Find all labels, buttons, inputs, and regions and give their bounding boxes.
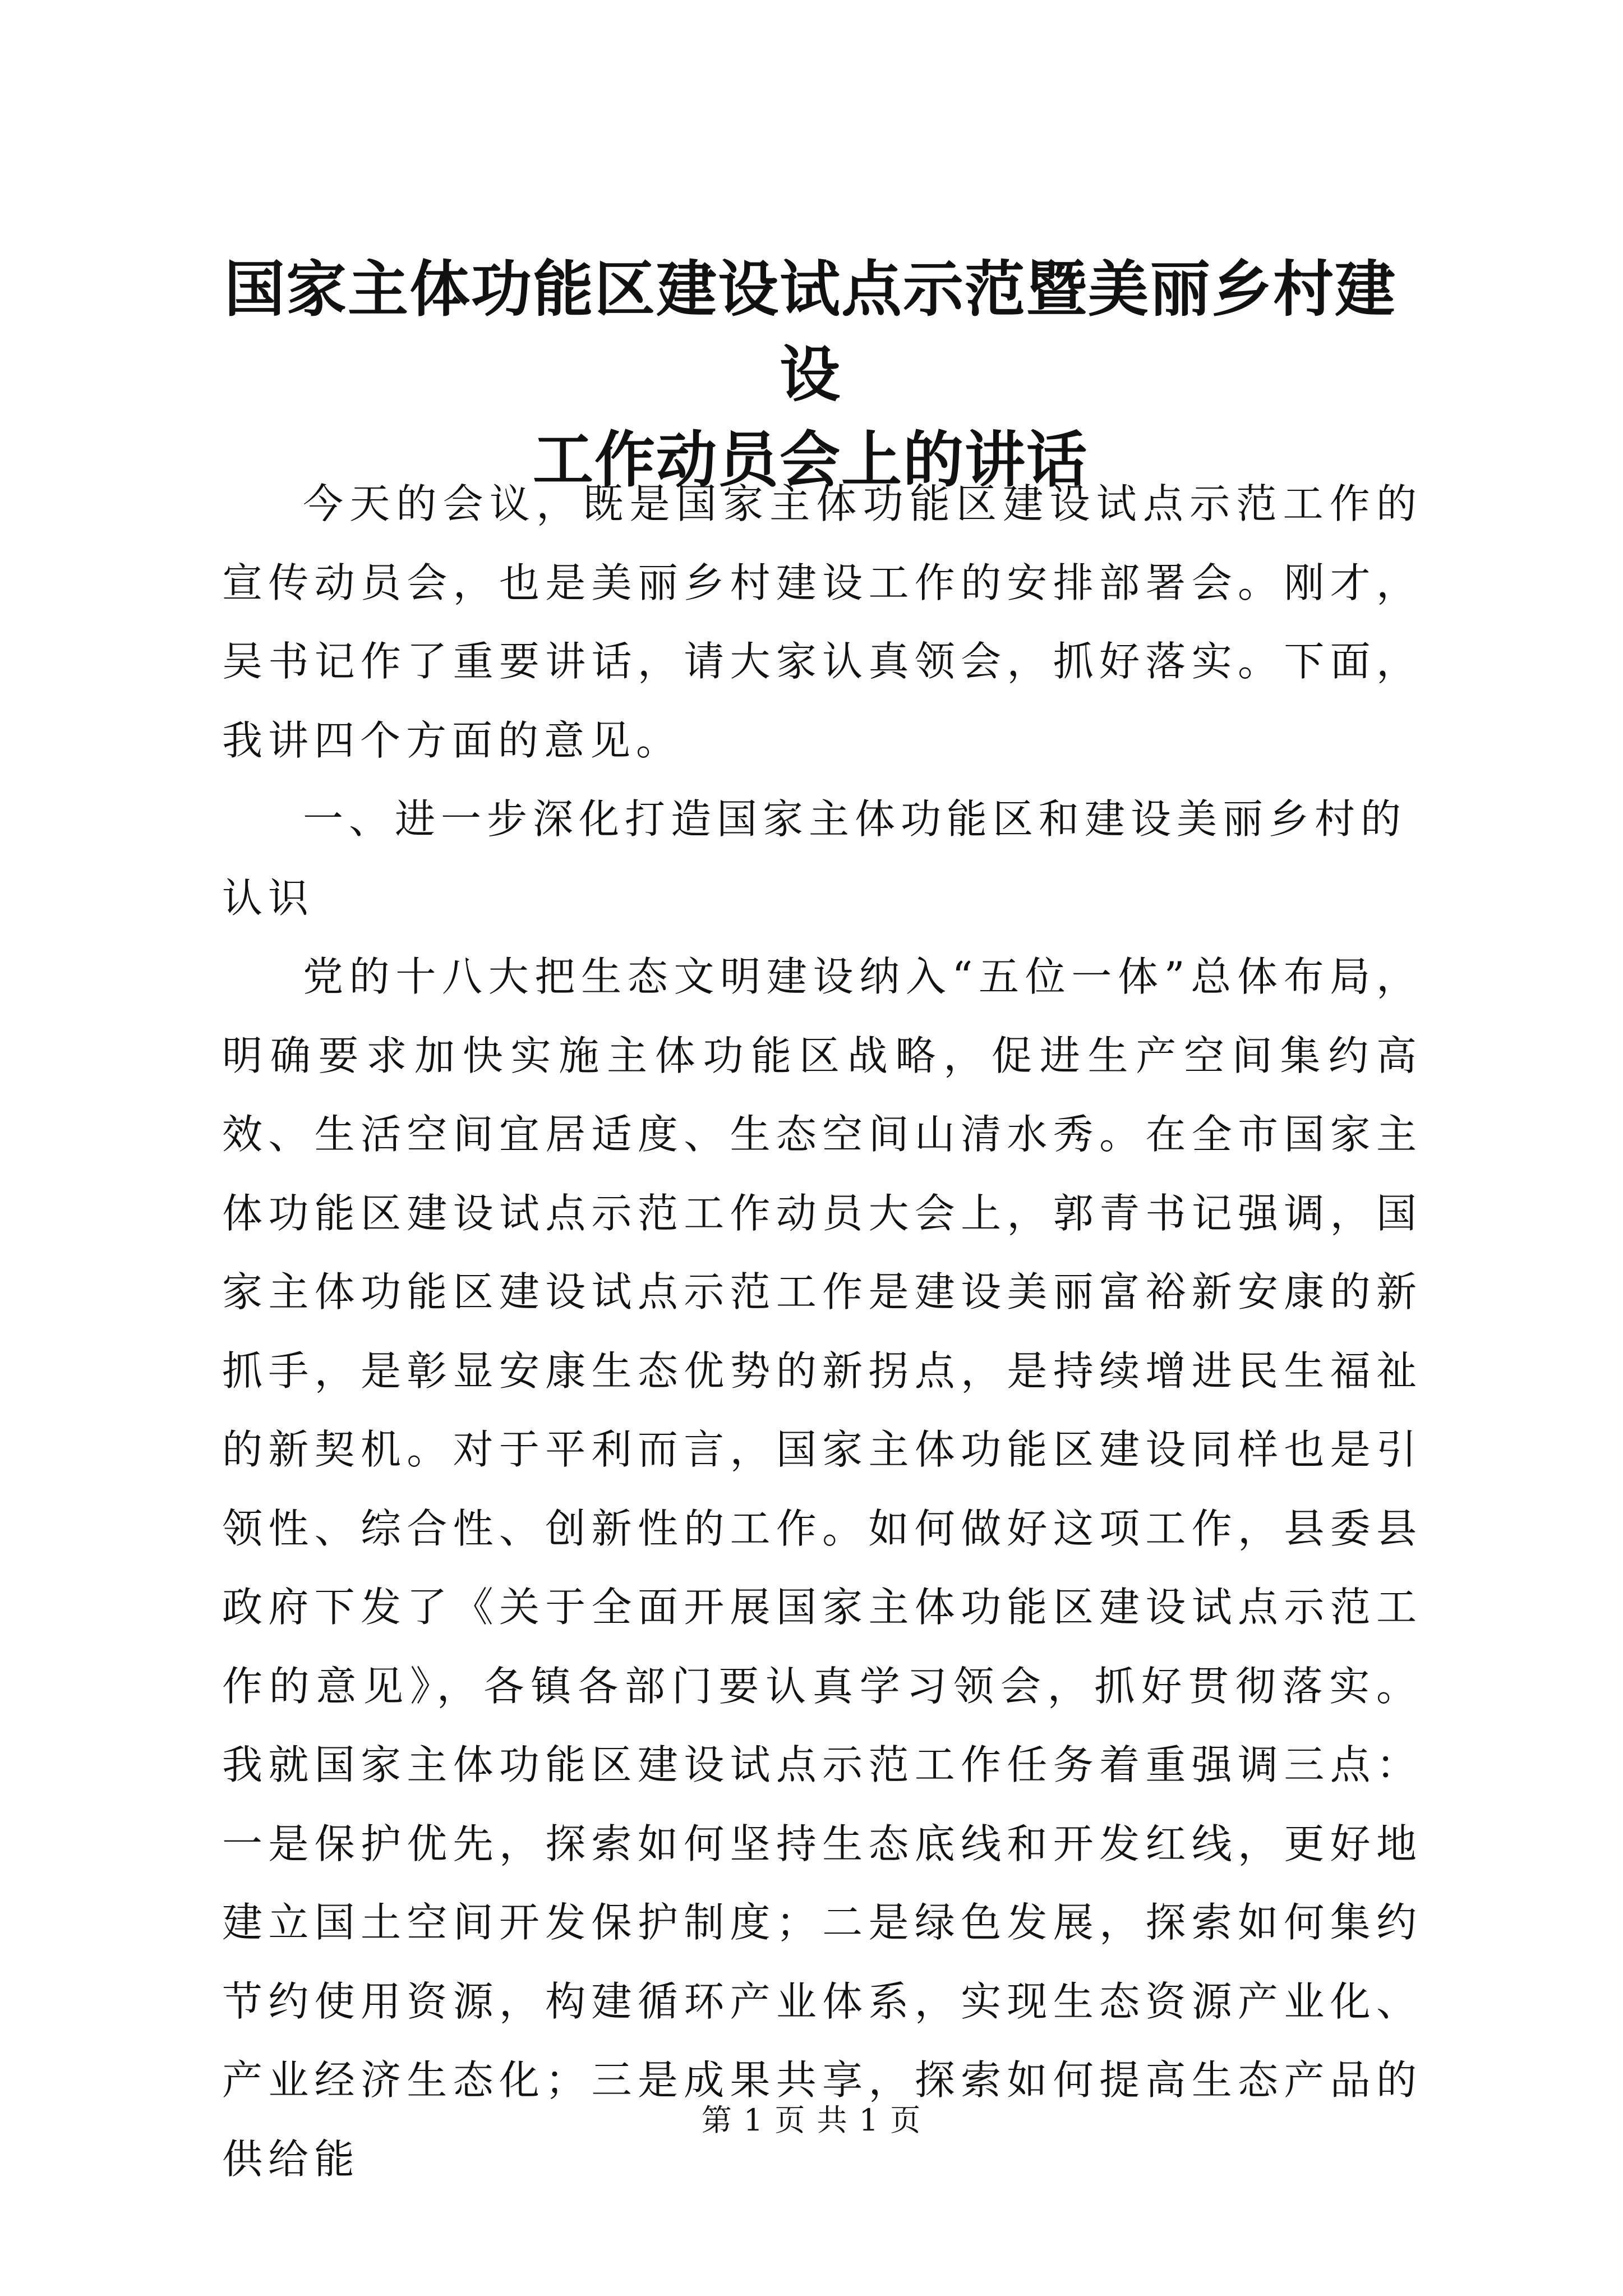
paragraph-section-1: 党的十八大把生态文明建设纳入“五位一体”总体布局，明确要求加快实施主体功能区战略，促进生产空间集约高效、生活空间宜居适度、生态空间山清水秀。在全市国家主体功能区建设试点示范工作动员大会上，郭青书记强调，国家主体功能区建设试点示范工作是建设美丽富裕新安康的新抓手，是彰显安康生态优势的新拐点，是持续增进民生福祉的新契机。对于平利而言，国家主体功能区建设同样也是引领性、综合性、创新性的工作。如何做好这项工作，县委县政府下发了《关于全面开展国家主体功能区建设试点示范工作的意见》，各镇各部门要认真学习领会，抓好贯彻落实。我就国家主体功能区建设试点示范工作任务着重强调三点：一是保护优先，探索如何坚持生态底线和开发红线，更好地建立国土空间开发保护制度；二是绿色发展，探索如何集约节约使用资源，构建循环产业体系，实现生态资源产业化、产业经济生态化；三是成果共享，探索如何提高生态产品的供给能 [222,953,1422,2183]
page-number-footer: 第 1 页 共 1 页 [701,2102,922,2138]
paragraph-intro: 今天的会议，既是国家主体功能区建设试点示范工作的宣传动员会，也是美丽乡村建设工作的安排部署会。刚才，吴书记作了重要讲话，请大家认真领会，抓好落实。下面，我讲四个方面的意见。 [222,480,1422,764]
title-line-2: 工作动员会上的讲话 [532,425,1088,495]
title-line-1: 国家主体功能区建设试点示范暨美丽乡村建设 [224,254,1396,410]
section-heading-1: 一、进一步深化打造国家主体功能区和建设美丽乡村的认识 [222,795,1407,922]
document-body [222,464,1422,2198]
